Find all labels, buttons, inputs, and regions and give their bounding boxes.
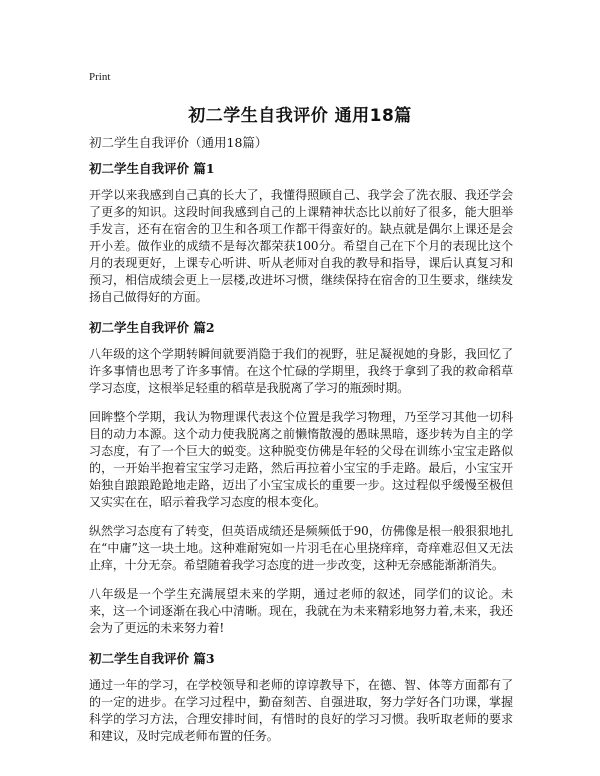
paragraph: 纵然学习态度有了转变，但英语成绩还是频频低于90，仿佛像是根一般狠狠地扎在“中庸”这一块土地。这种难耐宛如一片羽毛在心里挠痒痒，奇痒难忍但又无法止痒，十分无奈。希望随着我学习态度的进一步改变，这种无奈感能渐渐消失。 xyxy=(89,524,513,572)
page-title: 初二学生自我评价 通用18篇 xyxy=(188,106,412,126)
paragraph: 八年级的这个学期转瞬间就要消隐于我们的视野，驻足凝视她的身影，我回忆了许多事情也思考了许多事情。在这个忙碌的学期里，我终于拿到了我的救命稻草学习态度，这根举足轻重的稻草是我脱离了学习的瓶颈时期。 xyxy=(89,347,513,395)
section-heading-2: 初二学生自我评价 篇2 xyxy=(89,320,215,335)
paragraph: 八年级是一个学生充满展望未来的学期，通过老师的叙述，同学们的议论。未来，这一个词逐渐在我心中清晰。现在，我就在为未来精彩地努力着,未来，我还会为了更远的未来努力着! xyxy=(89,587,513,635)
section-heading-1: 初二学生自我评价 篇1 xyxy=(89,161,215,176)
paragraph: 回眸整个学期，我认为物理课代表这个位置是我学习物理，乃至学习其他一切科目的动力本源。这个动力使我脱离之前懒惰散漫的愚昧黑暗，逐步转为自主的学习态度，有了一个巨大的蜕变。这种脱变仿佛是年轻的父母在训练小宝宝走路似的，一开始半抱着宝宝学习走路，然后再拉着小宝宝的手走路。最后，小宝宝开始独自踉踉跄跄地走路，迈出了小宝宝成长的重要一步。这过程似乎缓慢至极但又实实在在，昭示着我学习态度的根本变化。 xyxy=(89,410,513,509)
document-subtitle: 初二学生自我评价（通用18篇） xyxy=(89,135,268,150)
paragraph: 通过一年的学习，在学校领导和老师的谆谆教导下，在德、智、体等方面都有了的一定的进步。在学习过程中，勤奋刻苦、自强进取，努力学好各门功课，掌握科学的学习方法，合理安排时间，有惜时的良好的学习习惯。我听取老师的要求和建议，及时完成老师布置的任务。 xyxy=(89,678,513,743)
section-heading-3: 初二学生自我评价 篇3 xyxy=(89,651,215,666)
paragraph: 开学以来我感到自己真的长大了，我懂得照顾自己、我学会了洗衣服、我还学会了更多的知识。这段时间我感到自己的上课精神状态比以前好了很多，能大胆举手发言，还有在宿舍的卫生和各项工作都干得蛮好的。缺点就是偶尔上课还是会开小差。做作业的成绩不是每次都荣获100分。希望自己在下个月的表现比这个月的表现更好，上课专心听讲、听从老师对自我的教导和指导，课后认真复习和预习，相信成绩会更上一层楼,改进坏习惯，继续保持在宿舍的卫生要求，继续发扬自己做得好的方面。 xyxy=(89,188,513,304)
document-body xyxy=(89,161,513,757)
print-link[interactable]: Print xyxy=(89,71,111,83)
